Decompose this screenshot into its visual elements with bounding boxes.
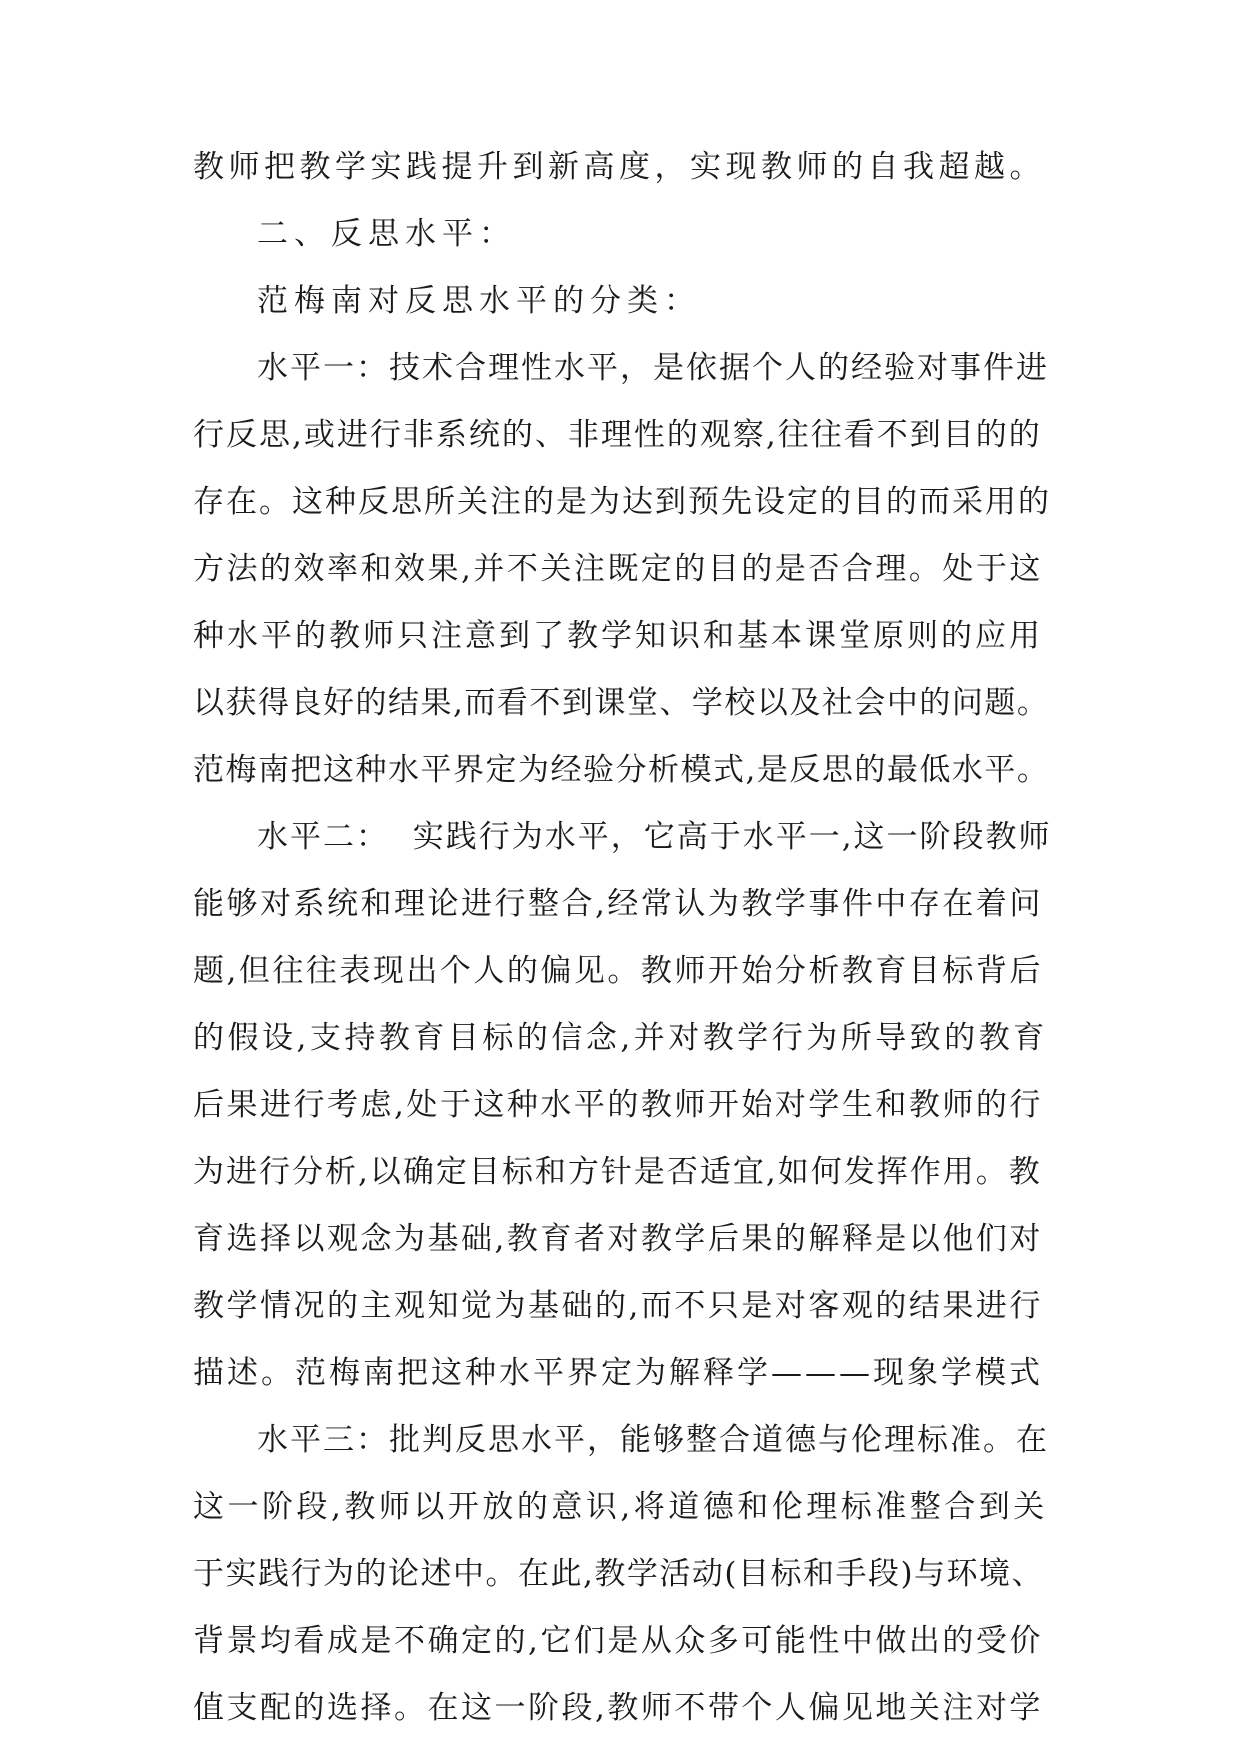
paragraph-start: 水平一：技术合理性水平，是依据个人的经验对事件进 bbox=[257, 350, 1049, 386]
text-line: 方法的效率和效果,并不关注既定的目的是否合理。处于这 bbox=[193, 551, 1043, 587]
text-line: 的假设,支持教育目标的信念,并对教学行为所导致的教育 bbox=[193, 1020, 1048, 1056]
text-line: 行反思,或进行非系统的、非理性的观察,往往看不到目的的 bbox=[193, 417, 1042, 453]
text-line: 育选择以观念为基础,教育者对教学后果的解释是以他们对 bbox=[193, 1221, 1043, 1257]
text-line: 值支配的选择。在这一阶段,教师不带个人偏见地关注对学 bbox=[193, 1690, 1043, 1726]
text-line: 以获得良好的结果,而看不到课堂、学校以及社会中的问题。 bbox=[193, 685, 1050, 721]
text-line: 种水平的教师只注意到了教学知识和基本课堂原则的应用 bbox=[193, 618, 1043, 654]
text-line: 能够对系统和理论进行整合,经常认为教学事件中存在着问 bbox=[193, 886, 1043, 922]
text-line: 背景均看成是不确定的,它们是从众多可能性中做出的受价 bbox=[193, 1623, 1043, 1659]
paragraph-start: 水平三：批判反思水平，能够整合道德与伦理标准。在 bbox=[257, 1422, 1049, 1458]
section-heading: 二、反思水平： bbox=[257, 216, 516, 252]
text-line: 后果进行考虑,处于这种水平的教师开始对学生和教师的行 bbox=[193, 1087, 1043, 1123]
text-line: 这一阶段,教师以开放的意识,将道德和伦理标准整合到关 bbox=[193, 1489, 1048, 1525]
text-line: 描述。范梅南把这种水平界定为解释学———现象学模式 bbox=[193, 1355, 1043, 1391]
text-line: 范梅南把这种水平界定为经验分析模式,是反思的最低水平。 bbox=[193, 752, 1050, 788]
text-line: 教学情况的主观知觉为基础的,而不只是对客观的结果进行 bbox=[193, 1288, 1043, 1324]
text-line: 教师把教学实践提升到新高度，实现教师的自我超越。 bbox=[193, 149, 1045, 185]
text-line: 题,但往往表现出个人的偏见。教师开始分析教育目标背后 bbox=[193, 953, 1043, 989]
text-line: 范梅南对反思水平的分类： bbox=[257, 283, 701, 319]
text-line: 为进行分析,以确定目标和方针是否适宜,如何发挥作用。教 bbox=[193, 1154, 1042, 1190]
paragraph-start: 水平二： 实践行为水平，它高于水平一,这一阶段教师 bbox=[257, 819, 1052, 855]
text-line: 于实践行为的论述中。在此,教学活动(目标和手段)与环境、 bbox=[193, 1556, 1045, 1592]
text-line: 存在。这种反思所关注的是为达到预先设定的目的而采用的 bbox=[193, 484, 1051, 520]
